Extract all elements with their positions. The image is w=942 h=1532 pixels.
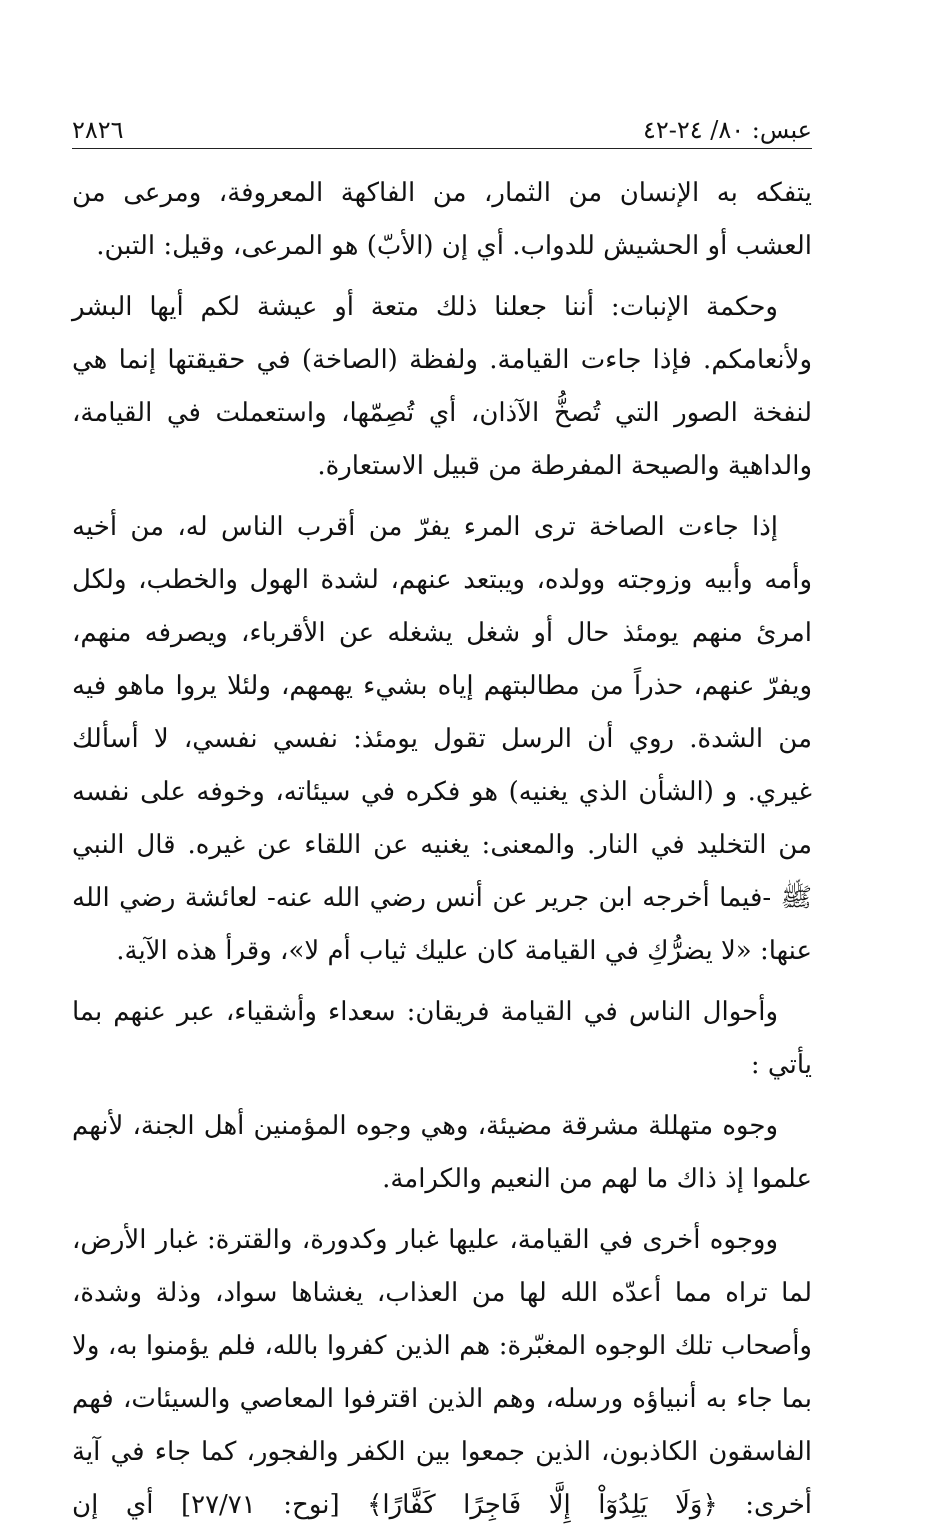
paragraph: يتفكه به الإنسان من الثمار، من الفاكهة المعروفة، ومرعى من العشب أو الحشيش للدواب. أي إن (الأبّ) هو المرعى، وقيل: التبن. (72, 178, 812, 261)
paragraph: ووجوه أخرى في القيامة، عليها غبار وكدورة، والقترة: غبار الأرض، لما تراه مما أعدّه الله لها من العذاب، يغشاها سواد، وذلة وشدة، وأصحاب تلك الوجوه المغبّرة: هم الذين كفروا بالله، فلم يؤمنوا به، ولا بما جاء به أنبياؤه ورسله، وهم الذين اقترفوا المعاصي والسيئات، فهم الفاسقون الكاذبون، الذين جمعوا بين الكفر والفجور، كما جاء في آية أخرى: ﴿وَلَا يَلِدُوٓاْ إِلَّا فَاجِرًا كَفَّارًا﴾ [نوح: ٢٧/٧١] أي إن (72, 1225, 812, 1520)
paragraph: وجوه متهللة مشرقة مضيئة، وهي وجوه المؤمنين أهل الجنة، لأنهم علموا إذ ذاك ما لهم من النعيم والكرامة. (72, 1111, 812, 1194)
book-page (72, 112, 812, 1520)
page-number: ٢٨٢٦ (72, 116, 124, 144)
surah-reference: عبس: ٨٠/ ٢٤-٤٢ (642, 116, 812, 144)
paragraph: وأحوال الناس في القيامة فريقان: سعداء وأشقياء، عبر عنهم بما يأتي : (72, 997, 812, 1080)
page-body (72, 167, 812, 1532)
paragraph: وحكمة الإنبات: أننا جعلنا ذلك متعة أو عيشة لكم أيها البشر ولأنعامكم. فإذا جاءت القيامة. ولفظة (الصاخة) في حقيقتها إنما هي لنفخة الصور التي تُصخُّ الآذان، أي تُصِمّها، واستعملت في القيامة، والداهية والصيحة المفرطة من قبيل الاستعارة. (72, 292, 812, 481)
page-header (72, 112, 812, 149)
paragraph: إذا جاءت الصاخة ترى المرء يفرّ من أقرب الناس له، من أخيه وأمه وأبيه وزوجته وولده، ويبتعد عنهم، لشدة الهول والخطب، ولكل امرئ منهم يومئذ حال أو شغل يشغله عن الأقرباء، ويصرفه منهم، ويفرّ عنهم، حذراً من مطالبتهم إياه بشيء يهمهم، ولئلا يروا ماهو فيه من الشدة. روي أن الرسل تقول يومئذ: نفسي نفسي، لا أسألك غيري. و (الشأن الذي يغنيه) هو فكره في سيئاته، وخوفه على نفسه من التخليد في النار. والمعنى: يغنيه عن اللقاء عن غيره. قال النبي ﷺ -فيما أخرجه ابن جرير عن أنس رضي الله عنه- لعائشة رضي الله عنها: «لا يضرُّكِ في القيامة كان عليك ثياب أم لا»، وقرأ هذه الآية. (72, 512, 812, 966)
